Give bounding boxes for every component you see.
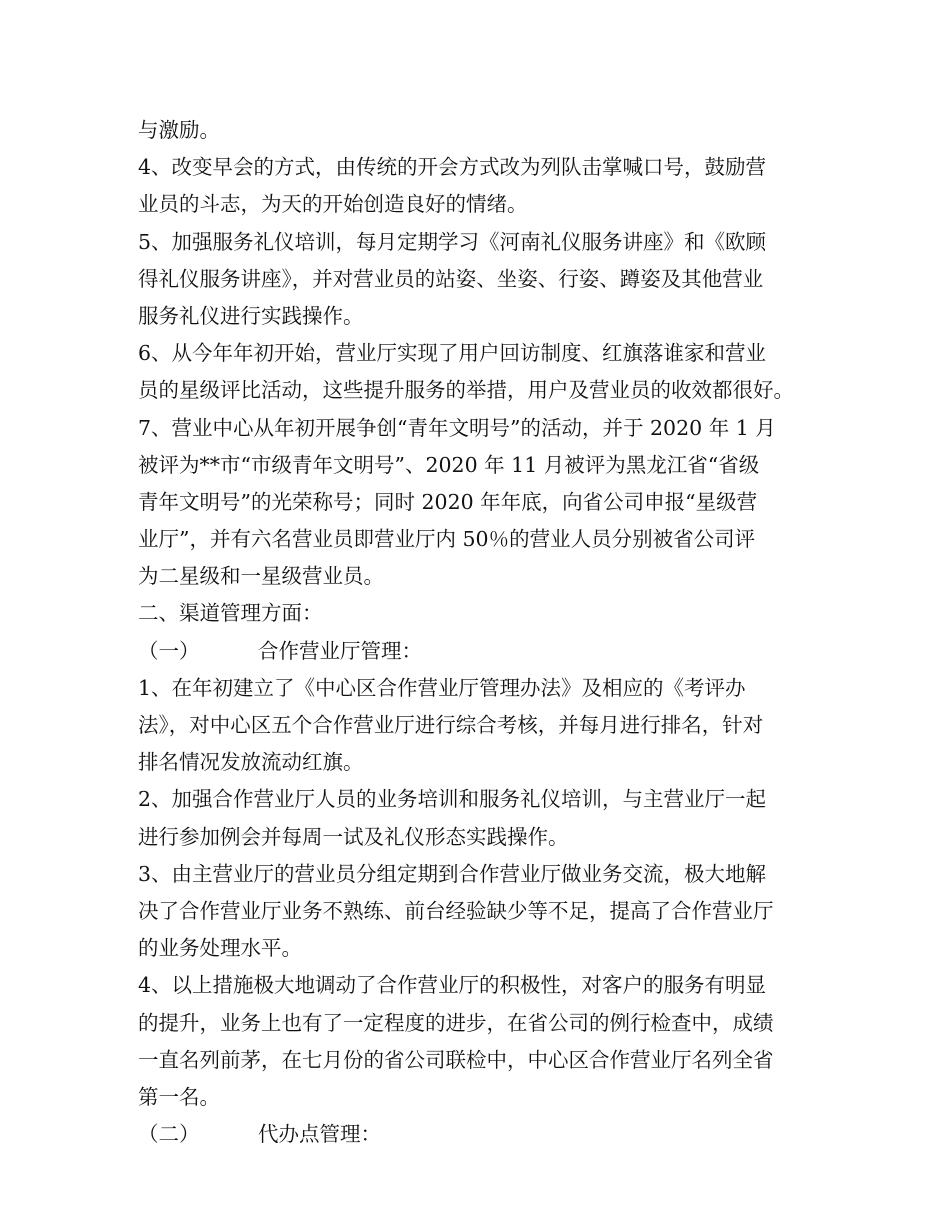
text-line: 业厅”，并有六名营业员即营业厅内 50％的营业人员分别被省公司评 bbox=[138, 527, 756, 552]
section-heading: 二、渠道管理方面： bbox=[138, 601, 323, 626]
text-line: 的业务处理水平。 bbox=[138, 936, 302, 961]
text-line: 1、在年初建立了《中心区合作营业厅管理办法》及相应的《考评办 bbox=[138, 675, 746, 700]
text-line: 业员的斗志，为天的开始创造良好的情绪。 bbox=[138, 192, 528, 217]
subsection-number: （二） bbox=[138, 1122, 200, 1147]
subsection-heading-1 bbox=[138, 633, 828, 670]
text-line: 7、营业中心从年初开展争创“青年文明号”的活动，并于 2020 年 1 月 bbox=[138, 415, 776, 440]
text-line: 4、改变早会的方式，由传统的开会方式改为列队击掌喊口号，鼓励营 bbox=[138, 155, 767, 180]
text-line: 得礼仪服务讲座》，并对营业员的站姿、坐姿、行姿、蹲姿及其他营业 bbox=[138, 266, 764, 291]
subsection-title: 代办点管理： bbox=[258, 1122, 381, 1147]
text-line: 6、从今年年初开始，营业厅实现了用户回访制度、红旗落谁家和营业 bbox=[138, 341, 767, 366]
text-line: 第一名。 bbox=[138, 1084, 220, 1109]
text-line: 与激励。 bbox=[138, 118, 220, 142]
text-line: 服务礼仪进行实践操作。 bbox=[138, 303, 364, 328]
text-line: 4、以上措施极大地调动了合作营业厅的积极性，对客户的服务有明显 bbox=[138, 973, 767, 998]
text-line: 一直名列前茅，在七月份的省公司联检中，中心区合作营业厅名列全省 bbox=[138, 1047, 774, 1072]
text-line: 进行参加例会并每周一试及礼仪形态实践操作。 bbox=[138, 824, 569, 849]
subsection-title: 合作营业厅管理： bbox=[258, 638, 422, 663]
text-line: 员的星级评比活动，这些提升服务的举措，用户及营业员的收效都很好。 bbox=[138, 378, 794, 403]
text-line: 被评为**市“市级青年文明号”、2020 年 11 月被评为黑龙江省“省级 bbox=[138, 452, 760, 477]
text-line: 法》，对中心区五个合作营业厅进行综合考核，并每月进行排名，针对 bbox=[138, 713, 764, 737]
text-line: 排名情况发放流动红旗。 bbox=[138, 750, 364, 775]
text-line: 5、加强服务礼仪培训，每月定期学习《河南礼仪服务讲座》和《欧顾 bbox=[138, 229, 767, 254]
text-line: 决了合作营业厅业务不熟练、前台经验缺少等不足，提高了合作营业厅 bbox=[138, 898, 774, 923]
text-line: 的提升，业务上也有了一定程度的进步，在省公司的例行检查中，成绩 bbox=[138, 1010, 774, 1035]
text-line: 青年文明号”的光荣称号；同时 2020 年年底，向省公司申报“星级营 bbox=[138, 489, 758, 514]
document-body bbox=[138, 112, 828, 1153]
subsection-heading-2 bbox=[138, 1116, 828, 1153]
text-line: 为二星级和一星级营业员。 bbox=[138, 564, 384, 589]
subsection-number: （一） bbox=[138, 638, 200, 663]
text-line: 3、由主营业厅的营业员分组定期到合作营业厅做业务交流，极大地解 bbox=[138, 861, 767, 886]
text-line: 2、加强合作营业厅人员的业务培训和服务礼仪培训，与主营业厅一起 bbox=[138, 787, 767, 812]
